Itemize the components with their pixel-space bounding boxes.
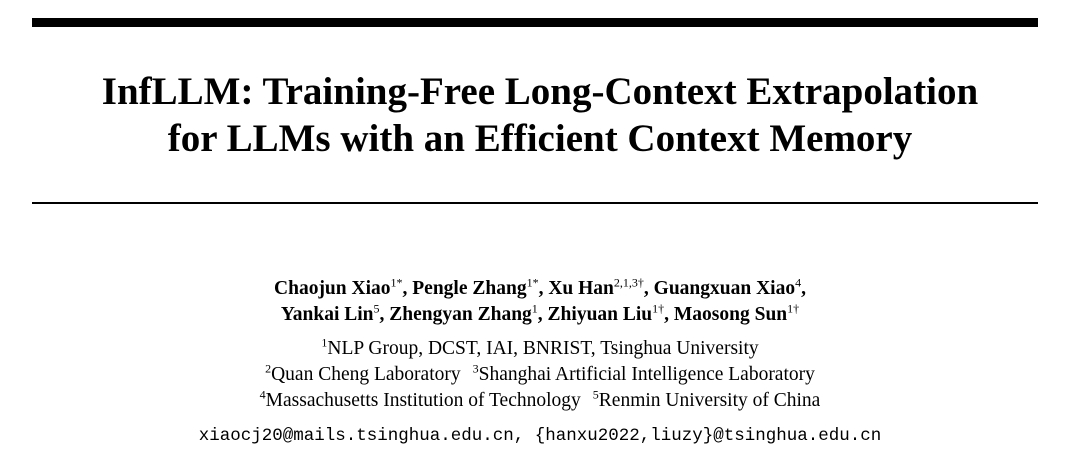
affiliation-sup: 2 bbox=[265, 361, 272, 376]
paper-title bbox=[0, 68, 1080, 162]
author-name: Chaojun Xiao bbox=[274, 278, 391, 299]
top-rule bbox=[32, 18, 1038, 27]
author-affil-sup: 1* bbox=[390, 275, 403, 290]
affiliation-text: Renmin University of China bbox=[598, 390, 821, 411]
author-affil-sup: 5 bbox=[373, 301, 380, 316]
affiliation-sup: 4 bbox=[259, 387, 266, 402]
affiliation-text: Quan Cheng Laboratory bbox=[271, 364, 461, 385]
affiliation-sup: 1 bbox=[321, 335, 328, 350]
author-name: Yankai Lin bbox=[280, 304, 374, 325]
author-name: Maosong Sun bbox=[673, 304, 788, 325]
author-separator: , bbox=[402, 278, 413, 299]
affiliation-line-3 bbox=[0, 388, 1080, 414]
author-separator: , bbox=[379, 304, 390, 325]
affiliation-sup: 5 bbox=[592, 387, 599, 402]
author-affil-sup: 1† bbox=[787, 301, 800, 316]
author-affil-sup: 4 bbox=[795, 275, 802, 290]
author-affil-sup: 1* bbox=[526, 275, 539, 290]
affiliation-list bbox=[0, 336, 1080, 414]
author-affil-sup: 2,1,3† bbox=[613, 275, 644, 290]
author-list bbox=[0, 276, 1080, 328]
author-emails: xiaocj20@mails.tsinghua.edu.cn, {hanxu2022,liuzy}@tsinghua.edu.cn bbox=[198, 426, 882, 446]
author-separator: , bbox=[643, 278, 654, 299]
affiliation-line-2 bbox=[0, 362, 1080, 388]
author-name: Xu Han bbox=[548, 278, 614, 299]
title-line-2: for LLMs with an Efficient Context Memory bbox=[167, 117, 913, 160]
affiliation-text: NLP Group, DCST, IAI, BNRIST, Tsinghua University bbox=[327, 338, 759, 359]
affiliation-text: Shanghai Artificial Intelligence Laboratory bbox=[478, 364, 815, 385]
author-name: Zhiyuan Liu bbox=[547, 304, 653, 325]
author-separator: , bbox=[801, 278, 806, 299]
author-name: Zhengyan Zhang bbox=[389, 304, 532, 325]
author-affil-sup: 1 bbox=[531, 301, 538, 316]
author-separator: , bbox=[537, 304, 548, 325]
author-separator: , bbox=[664, 304, 674, 325]
title-line-1: InfLLM: Training-Free Long-Context Extrapolation bbox=[101, 70, 979, 113]
author-line-1 bbox=[0, 276, 1080, 302]
author-affil-sup: 1† bbox=[652, 301, 665, 316]
author-separator: , bbox=[538, 278, 549, 299]
author-name: Guangxuan Xiao bbox=[653, 278, 796, 299]
affiliation-sup: 3 bbox=[472, 361, 479, 376]
author-line-2 bbox=[0, 302, 1080, 328]
affiliation-line-1 bbox=[0, 336, 1080, 362]
author-name: Pengle Zhang bbox=[412, 278, 527, 299]
bottom-rule bbox=[32, 202, 1038, 204]
affiliation-text: Massachusetts Institution of Technology bbox=[265, 390, 581, 411]
